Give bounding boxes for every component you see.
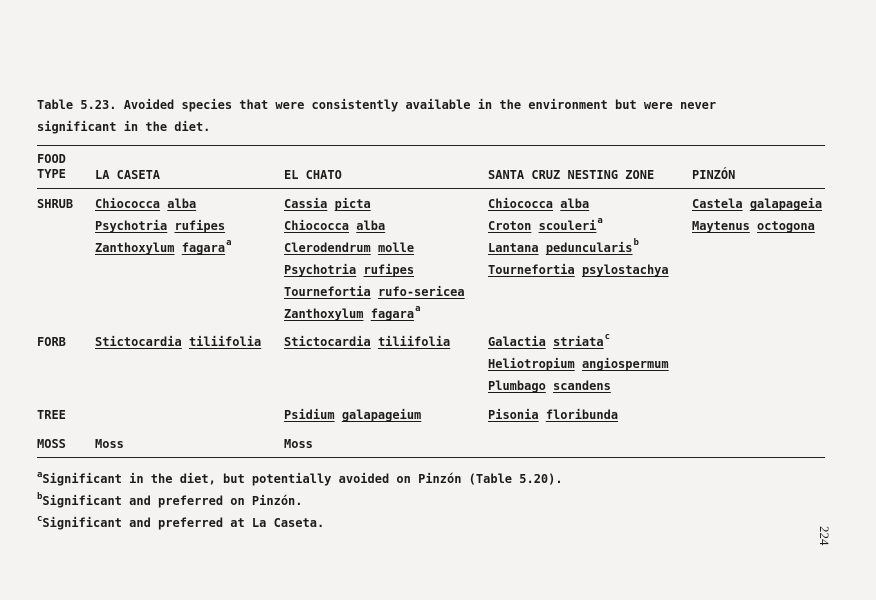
species-name (284, 237, 465, 259)
genus-name: Chiococca (488, 197, 554, 211)
table-caption (37, 94, 797, 138)
footnote-marker: a (415, 304, 421, 314)
genus-name: Zanthoxylum (95, 241, 175, 255)
species-name (95, 237, 232, 259)
header-food-type: FOOD TYPE (37, 152, 66, 181)
species-name (95, 331, 261, 353)
header-el-chato: EL CHATO (284, 168, 342, 182)
genus-name: Psychotria (95, 219, 168, 233)
genus-name: Tournefortia (488, 263, 575, 277)
species-epithet: psylostachya (581, 263, 669, 277)
species-epithet: fagara (181, 241, 226, 255)
genus-name: Stictocardia (95, 335, 182, 349)
species-name (488, 193, 669, 215)
species-name (284, 404, 421, 426)
moss-el-chato: Moss (284, 437, 313, 451)
caption-line-2: significant in the diet. (37, 120, 211, 134)
genus-name: Maytenus (692, 219, 750, 233)
header-la-caseta: LA CASETA (95, 168, 161, 182)
caption-line-1: Table 5.23. Avoided species that were consistently available in the environment but were never (37, 98, 717, 112)
genus-name: Stictocardia (284, 335, 371, 349)
species-list (488, 331, 669, 397)
species-list (95, 193, 232, 259)
species-name (488, 331, 669, 353)
species-epithet: angiospermum (581, 357, 669, 371)
genus-name: Psychotria (284, 263, 357, 277)
species-name (488, 375, 669, 397)
species-epithet: molle (377, 241, 415, 255)
species-name (95, 215, 232, 237)
species-name (488, 259, 669, 281)
header-bottom-rule (37, 188, 825, 189)
genus-name: Zanthoxylum (284, 307, 364, 321)
species-epithet: octogona (757, 219, 815, 233)
genus-name: Cassia (284, 197, 328, 211)
species-name (488, 237, 669, 259)
genus-name: Pisonia (488, 408, 539, 422)
page-number: 224 (817, 526, 832, 546)
genus-name: Croton (488, 219, 532, 233)
species-epithet: rufipes (363, 263, 415, 277)
genus-name: Chiococca (95, 197, 161, 211)
species-list (692, 193, 822, 237)
row-type-forb: FORB (37, 335, 66, 349)
species-epithet: galapageia (749, 197, 823, 211)
species-epithet: fagara (370, 307, 415, 321)
species-epithet: galapageium (341, 408, 422, 422)
species-list (488, 193, 669, 281)
species-list (284, 193, 465, 325)
footnote-marker: c (604, 332, 611, 342)
genus-name: Castela (692, 197, 743, 211)
species-name (488, 353, 669, 375)
species-epithet: tiliifolia (377, 335, 451, 349)
species-epithet: scandens (553, 379, 611, 393)
genus-name: Psidium (284, 408, 335, 422)
species-epithet: alba (167, 197, 197, 211)
header-santa-cruz: SANTA CRUZ NESTING ZONE (488, 168, 655, 182)
footnote-b: $^b$Significant and preferred on Pinzón. (37, 492, 303, 508)
species-name (488, 404, 618, 426)
table-bottom-rule (37, 457, 825, 458)
species-name (284, 215, 465, 237)
species-epithet: alba (560, 197, 590, 211)
footnote-marker: a (226, 238, 232, 248)
species-name (284, 193, 465, 215)
footnote-a: $^a$Significant in the diet, but potentially avoided on Pinzón (Table 5.20). (37, 470, 563, 486)
species-epithet: alba (356, 219, 386, 233)
species-name (284, 331, 450, 353)
genus-name: Tournefortia (284, 285, 371, 299)
species-name (284, 303, 465, 325)
species-name (284, 259, 465, 281)
row-type-tree: TREE (37, 408, 66, 422)
genus-name: Lantana (488, 241, 539, 255)
species-epithet: peduncularis (545, 241, 633, 255)
table-top-rule (37, 145, 825, 146)
species-name (488, 215, 669, 237)
species-epithet: rufo-sericea (377, 285, 465, 299)
species-name (95, 193, 232, 215)
row-type-shrub: SHRUB (37, 197, 74, 211)
header-pinzon: PINZÓN (692, 168, 736, 182)
species-epithet: rufipes (174, 219, 226, 233)
species-epithet: picta (334, 197, 371, 211)
species-list (488, 404, 618, 426)
species-name (692, 215, 822, 237)
footnote-c: $^c$Significant and preferred at La Caseta. (37, 514, 325, 530)
row-type-moss: MOSS (37, 437, 66, 451)
species-list (284, 331, 450, 353)
moss-la-caseta: Moss (95, 437, 124, 451)
genus-name: Plumbago (488, 379, 546, 393)
species-name (692, 193, 822, 215)
genus-name: Chiococca (284, 219, 350, 233)
genus-name: Clerodendrum (284, 241, 371, 255)
species-epithet: tiliifolia (188, 335, 262, 349)
species-epithet: scouleri (538, 219, 597, 233)
species-epithet: striata (553, 335, 604, 349)
genus-name: Galactia (488, 335, 546, 349)
species-list (284, 404, 421, 426)
genus-name: Heliotropium (488, 357, 575, 371)
species-epithet: floribunda (545, 408, 619, 422)
species-name (284, 281, 465, 303)
footnote-marker: a (597, 216, 603, 226)
footnote-marker: b (633, 238, 639, 248)
species-list (95, 331, 261, 353)
